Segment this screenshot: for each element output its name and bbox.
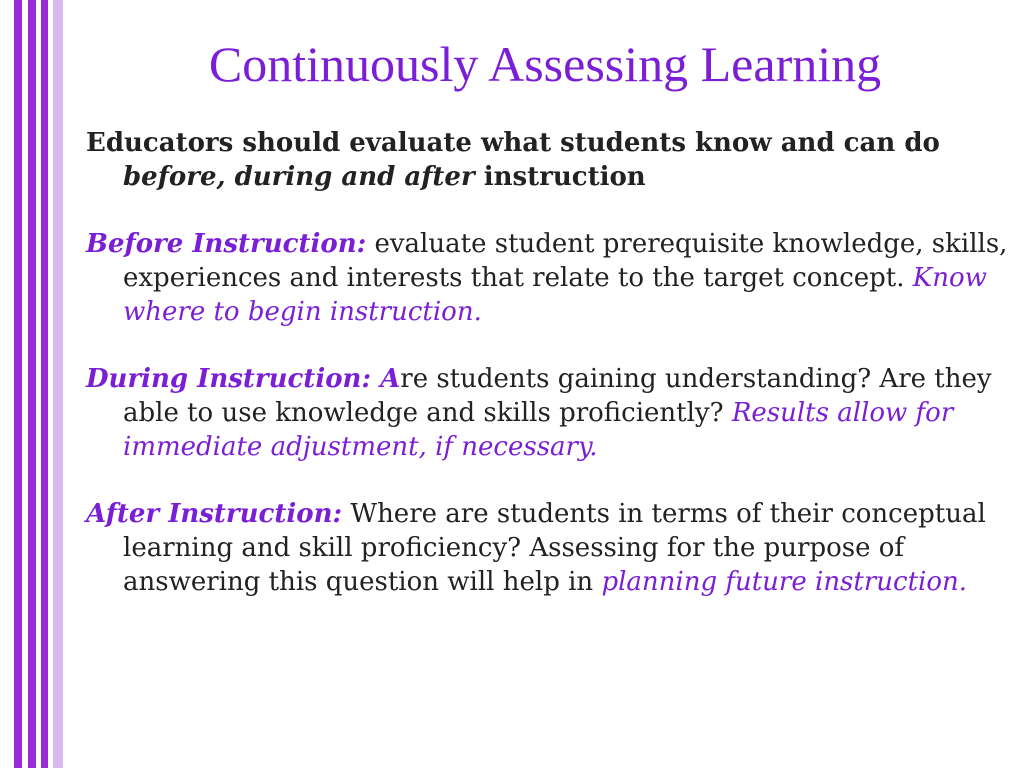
- decorative-stripes: [0, 0, 70, 768]
- before-paragraph: [86, 227, 1011, 329]
- stripe-dark: [14, 0, 22, 768]
- intro-emphasis: before, during and after: [123, 162, 475, 192]
- intro-paragraph: [86, 126, 1011, 194]
- after-paragraph: [86, 497, 1011, 599]
- during-paragraph: [86, 362, 1011, 464]
- stripe-light: [53, 0, 63, 768]
- stripe-dark: [41, 0, 48, 768]
- intro-text-end: instruction: [474, 162, 646, 192]
- before-highlight: Know where to begin instruction.: [123, 263, 987, 327]
- intro-text: Educators should evaluate what students know and can do: [86, 128, 940, 158]
- during-highlight: Results allow for immediate adjustment, if necessary.: [123, 398, 954, 462]
- before-text: evaluate student prerequisite knowledge, skills, experiences and interests that relate to the target concept.: [123, 229, 1008, 293]
- after-label: After Instruction:: [86, 499, 343, 529]
- before-label: Before Instruction:: [86, 229, 367, 259]
- after-highlight: planning future instruction.: [601, 567, 968, 597]
- after-text: Where are students in terms of their conceptual learning and skill proficiency? Assessing for the purpose of answering this question will help in: [123, 499, 986, 597]
- during-text: re students gaining understanding? Are they able to use knowledge and skills proficiently?: [123, 364, 992, 428]
- slide-body: [86, 126, 1011, 599]
- during-label: During Instruction: A: [86, 364, 401, 394]
- slide-title: Continuously Assessing Learning: [208, 36, 882, 92]
- stripe-dark: [28, 0, 36, 768]
